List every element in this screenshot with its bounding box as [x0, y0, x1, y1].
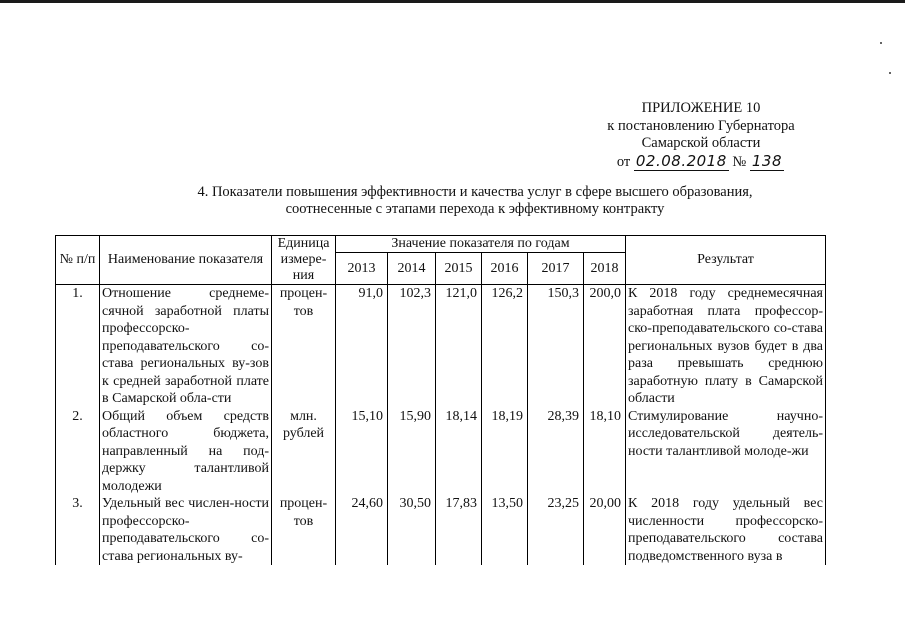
handwritten-date: 02.08.2018 [635, 151, 727, 170]
row-value: 91,0 [336, 285, 388, 408]
appendix-title: ПРИЛОЖЕНИЕ 10 [641, 100, 761, 116]
number-prefix: № [732, 153, 747, 170]
header-unit: Единица измере-ния [272, 236, 336, 285]
row-value: 24,60 [336, 495, 388, 565]
row-num: 2. [56, 408, 100, 496]
scan-speck [889, 72, 891, 74]
date-prefix: от [616, 153, 631, 170]
header-year: 2016 [482, 253, 528, 285]
row-value: 30,50 [388, 495, 436, 565]
row-name: Отношение среднеме-сячной заработной платы профессорско-преподавательского со-става региональных ву-зов к средней заработной плате в Самарской обла-сти [100, 285, 272, 408]
row-value: 18,19 [482, 408, 528, 496]
scan-speck [880, 42, 882, 44]
row-unit: процен-тов [272, 495, 336, 565]
section-heading-line1: 4. Показатели повышения эффективности и качества услуг в сфере высшего образования, [197, 184, 753, 200]
row-result: Стимулирование научно-исследовательской деятель-ности талантливой молоде-жи [626, 408, 826, 496]
section-heading-line2: соотнесенные с этапами перехода к эффективному контракту [285, 201, 665, 217]
row-value: 200,0 [584, 285, 626, 408]
header-year: 2013 [336, 253, 388, 285]
row-unit: млн. рублей [272, 408, 336, 496]
row-value: 121,0 [436, 285, 482, 408]
row-num: 3. [56, 495, 100, 565]
header-result: Результат [626, 236, 826, 285]
appendix-block [596, 100, 806, 171]
indicators-table [55, 235, 826, 565]
row-value: 17,83 [436, 495, 482, 565]
row-value: 28,39 [528, 408, 584, 496]
row-value: 102,3 [388, 285, 436, 408]
row-value: 18,10 [584, 408, 626, 496]
row-num: 1. [56, 285, 100, 408]
header-name: Наименование показателя [100, 236, 272, 285]
header-year: 2018 [584, 253, 626, 285]
header-year: 2014 [388, 253, 436, 285]
row-value: 15,10 [336, 408, 388, 496]
table-row [56, 408, 826, 496]
row-name: Удельный вес числен-ности профессорско-преподавательского со-става региональных ву- [100, 495, 272, 565]
header-year: 2017 [528, 253, 584, 285]
header-num: № п/п [56, 236, 100, 285]
row-unit: процен-тов [272, 285, 336, 408]
header-years-group: Значение показателя по годам [336, 236, 626, 253]
scan-edge-border [0, 0, 905, 5]
appendix-date-line [596, 153, 806, 172]
row-result: К 2018 году удельный вес численности профессорско-преподавательского состава подведомственного вуза в [626, 495, 826, 565]
section-heading [60, 184, 890, 218]
handwritten-number: 138 [751, 151, 782, 170]
row-value: 18,14 [436, 408, 482, 496]
table-row [56, 495, 826, 565]
appendix-decree-line: к постановлению Губернатора [607, 117, 795, 134]
appendix-region-line: Самарской области [641, 135, 761, 151]
row-name: Общий объем средств областного бюджета, направленный на под-держку талантливой молодежи [100, 408, 272, 496]
row-value: 150,3 [528, 285, 584, 408]
row-value: 20,00 [584, 495, 626, 565]
row-result: К 2018 году среднемесячная заработная плата профессор-ско-преподавательского со-става региональных вузов будет в два раза превышать среднюю заработную плату в Самарской области [626, 285, 826, 408]
header-year: 2015 [436, 253, 482, 285]
row-value: 23,25 [528, 495, 584, 565]
row-value: 13,50 [482, 495, 528, 565]
row-value: 126,2 [482, 285, 528, 408]
row-value: 15,90 [388, 408, 436, 496]
table-row [56, 285, 826, 408]
